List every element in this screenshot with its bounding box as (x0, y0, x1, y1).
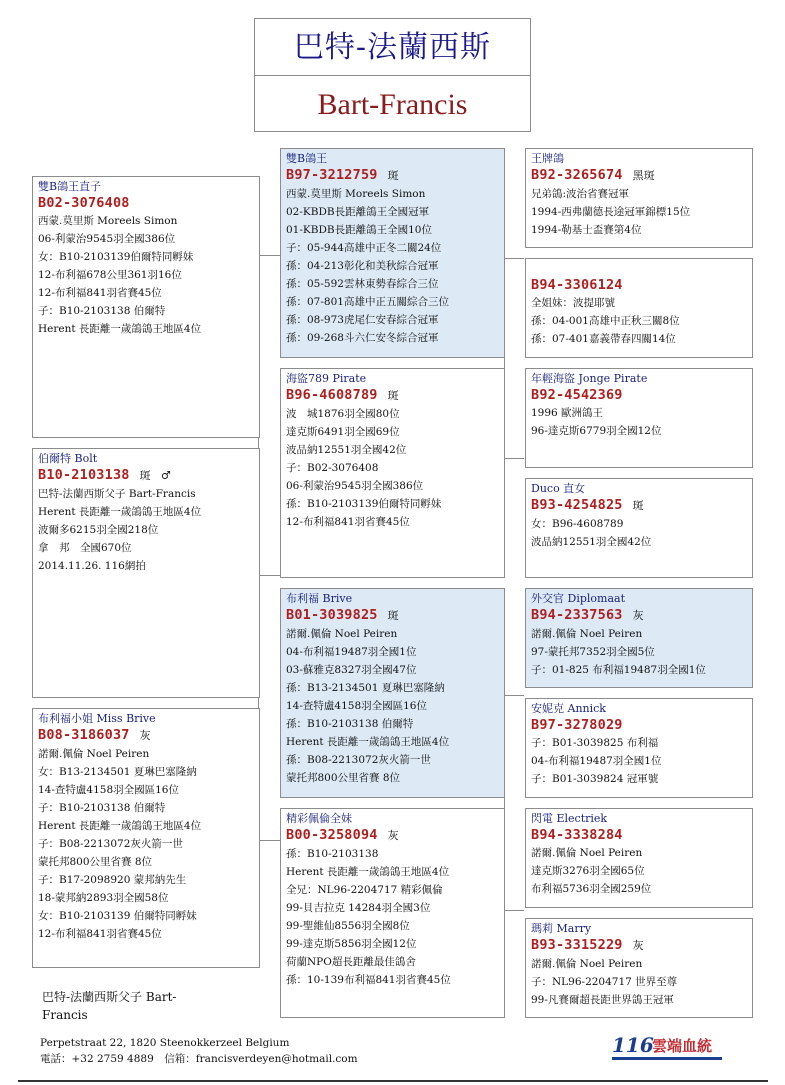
pigeon-color: 斑 (632, 499, 644, 512)
logo-number: 116 (612, 1033, 654, 1057)
pigeon-name: 布利福小姐 Miss Brive (38, 712, 156, 725)
title-chinese: 巴特-法蘭西斯 (255, 19, 530, 76)
detail-line: 2014.11.26. 116網拍 (38, 560, 146, 572)
pigeon-color: 斑 (387, 169, 399, 182)
detail-line: Herent 長距離一歲鴿鴿王地區4位 (38, 323, 202, 335)
detail-line: 子：B08-2213072灰火箭一世 (38, 838, 183, 850)
detail-line: 02-KBDB長距離鴿王全國冠軍 (286, 206, 430, 218)
detail-line: 荷蘭NPO超長距離最佳鴿舍 (286, 956, 416, 968)
detail-line: 波品納12551羽全國42位 (531, 536, 652, 548)
detail-line: 子：01-825 布利福19487羽全國1位 (531, 664, 706, 676)
detail-line: 12-布利福841羽省賽45位 (38, 287, 162, 299)
pedigree-box-sire-dam[interactable] (280, 368, 505, 578)
ring-number: B94-3306124 (531, 277, 623, 293)
address: Perpetstraat 22, 1820 Steenokkerzeel Belgium (40, 1037, 290, 1049)
pigeon-name: 海盜789 Pirate (286, 372, 367, 385)
detail-line: 諾爾.佩倫 Noel Peiren (531, 847, 643, 859)
detail-line: 96-達克斯6779羽全國12位 (531, 425, 662, 437)
ring-number: B96-4608789 斑 (286, 387, 399, 403)
detail-line: 達克斯6491羽全國69位 (286, 426, 400, 438)
detail-line: 諾爾.佩倫 Noel Peiren (531, 628, 643, 640)
detail-line: 04-布利福19487羽全國1位 (286, 646, 417, 658)
owner-name (42, 988, 242, 1024)
detail-line: 04-布利福19487羽全國1位 (531, 755, 662, 767)
pigeon-color: 灰 (632, 939, 644, 952)
ring-number: B93-4254825 斑 (531, 497, 644, 513)
detail-line: 拿 邦 全國670位 (38, 542, 132, 554)
male-icon: ♂ (160, 469, 171, 482)
pigeon-name: 年輕海盜 Jonge Pirate (531, 372, 648, 385)
detail-line: 諾爾.佩倫 Noel Peiren (38, 748, 150, 760)
detail-line: 99-凡賽爾超長距世界鴿王冠軍 (531, 994, 674, 1006)
pigeon-name: 伯爾特 Bolt (38, 452, 98, 465)
detail-line: 蒙托邦800公里省賽 8位 (286, 772, 401, 784)
detail-line: 1994-西弗蘭德長途冠軍錦標15位 (531, 206, 691, 218)
pedigree-box-ss-dam[interactable] (525, 258, 753, 358)
detail-line: 子：B02-3076408 (286, 462, 379, 474)
pigeon-color: 斑 (387, 609, 399, 622)
detail-line: 女：B10-2103139伯爾特同孵妹 (38, 251, 194, 263)
detail-line: Herent 長距離一歲鴿鴿王地區4位 (286, 866, 450, 878)
detail-line: 14-查特盧4158羽全國區16位 (38, 784, 179, 796)
detail-line: 諾爾.佩倫 Noel Peiren (286, 628, 398, 640)
ring-number: B92-4542369 (531, 387, 623, 403)
detail-line: 99-達克斯5856羽全國12位 (286, 938, 417, 950)
ring-number: B92-3265674 黑斑 (531, 167, 656, 183)
ring-number: B10-2103138 斑 ♂ (38, 467, 171, 483)
detail-line: 01-KBDB長距離鴿王全國10位 (286, 224, 432, 236)
detail-line: 18-蒙邦納2893羽全國58位 (38, 892, 169, 904)
ring-number: B94-2337563 灰 (531, 607, 644, 623)
detail-line: 14-查特盧4158羽全國區16位 (286, 700, 427, 712)
bottom-divider (18, 1080, 768, 1082)
detail-line: 97-蒙托邦7352羽全國5位 (531, 646, 655, 658)
brand-logo (612, 1033, 722, 1057)
detail-line: 達克斯3276羽全國65位 (531, 865, 645, 877)
ring-number: B00-3258094 灰 (286, 827, 399, 843)
pedigree-box-dd-sire[interactable] (525, 808, 753, 908)
pedigree-box-dd-dam[interactable] (525, 918, 753, 1018)
detail-line: 子：NL96-2204717 世界至尊 (531, 976, 678, 988)
detail-line: 1994-勒基士盃賽第4位 (531, 224, 642, 236)
detail-line: 孫：04-213彰化和美秋綜合冠軍 (286, 260, 439, 272)
phone-email: 電話：+32 2759 4889 信箱：francisverdeyen@hotmail.com (40, 1053, 358, 1065)
detail-line: 1996 歐洲鴿王 (531, 407, 604, 419)
detail-line: Herent 長距離一歲鴿鴿王地區4位 (286, 736, 450, 748)
detail-line: 西蒙.莫里斯 Moreels Simon (286, 188, 426, 200)
owner-line: Francis (42, 1008, 88, 1022)
detail-line: 孫：B10-2103139伯爾特同孵妹 (286, 498, 442, 510)
connector-dam-mid (504, 695, 524, 696)
detail-line: 子：B10-2103138 伯爾特 (38, 305, 166, 317)
pigeon-color: 黑斑 (632, 169, 656, 182)
detail-line: 06-利蒙治9545羽全國386位 (286, 480, 424, 492)
title-box (254, 18, 531, 132)
connector-sire-mid (504, 258, 524, 259)
detail-line: 子：B17-2098920 蒙邦納先生 (38, 874, 187, 886)
detail-line: 女：B13-2134501 夏琳巴塞隆納 (38, 766, 197, 778)
detail-line: 女：B96-4608789 (531, 518, 624, 530)
detail-line: Herent 長距離一歲鴿鴿王地區4位 (38, 820, 202, 832)
pedigree-box-ds-sire[interactable] (525, 588, 753, 688)
detail-line: 孫：08-973虎尾仁安春綜合冠軍 (286, 314, 439, 326)
pigeon-color: 灰 (387, 829, 399, 842)
detail-line: 西蒙.莫里斯 Moreels Simon (38, 215, 178, 227)
ring-number: B08-3186037 灰 (38, 727, 151, 743)
pedigree-box-ds-dam[interactable] (525, 698, 753, 798)
detail-line: 蒙托邦800公里省賽 8位 (38, 856, 153, 868)
detail-line: 12-布利福841羽省賽45位 (286, 516, 410, 528)
detail-line: 兄弟鴿:波治省賽冠軍 (531, 188, 630, 200)
detail-line: 全兄：NL96-2204717 精彩佩倫 (286, 884, 443, 896)
pigeon-name: Duco 直女 (531, 482, 586, 495)
logo-underline (612, 1057, 722, 1060)
detail-line: 孫：04-001高雄中正秋三關8位 (531, 315, 680, 327)
detail-line: 孫：B10-2103138 伯爾特 (286, 718, 414, 730)
pigeon-name: 雙B鴿王直子 (38, 180, 102, 193)
title-english: Bart-Francis (317, 88, 468, 121)
pedigree-box-sire-sire[interactable] (280, 148, 505, 358)
pedigree-box-dam[interactable] (32, 708, 260, 968)
pedigree-box-sd-dam[interactable] (525, 478, 753, 578)
pigeon-color: 灰 (632, 609, 644, 622)
detail-line: 孫：07-401嘉義帶春四關14位 (531, 333, 676, 345)
pigeon-name: 精彩佩倫全妹 (286, 812, 352, 825)
connector-subject-dam (258, 840, 280, 841)
detail-line: 孫：05-592雲林東勢春綜合三位 (286, 278, 439, 290)
detail-line: 孫：B10-2103138 (286, 848, 379, 860)
detail-line: 女：B10-2103139 伯爾特同孵妹 (38, 910, 197, 922)
pedigree-box-dam-sire[interactable] (280, 588, 505, 798)
detail-line: 諾爾.佩倫 Noel Peiren (531, 958, 643, 970)
contact-info (40, 1035, 358, 1067)
detail-line: 孫：B08-2213072灰火箭一世 (286, 754, 431, 766)
pedigree-box-sd-sire[interactable] (525, 368, 753, 468)
detail-line: 全姐妹：波提耶號 (531, 297, 615, 309)
owner-line: 巴特-法蘭西斯父子 Bart- (42, 990, 177, 1004)
connector-dam-low (504, 910, 524, 911)
connector-sd-mid (504, 458, 524, 459)
ring-number: B01-3039825 斑 (286, 607, 399, 623)
detail-line: 06-利蒙治9545羽全國386位 (38, 233, 176, 245)
detail-line: 12-布利福841羽省賽45位 (38, 928, 162, 940)
ring-number: B02-3076408 (38, 195, 130, 211)
pigeon-color: 斑 (139, 469, 151, 482)
pedigree-box-subject[interactable] (32, 448, 260, 698)
ring-number: B97-3212759 斑 (286, 167, 399, 183)
ring-number: B97-3278029 (531, 717, 623, 733)
detail-line: 孫：10-139布利福841羽省賽45位 (286, 974, 451, 986)
pedigree-box-ss-sire[interactable] (525, 148, 753, 248)
pigeon-name (531, 261, 747, 276)
detail-line: 波品納12551羽全國42位 (286, 444, 407, 456)
pigeon-color: 斑 (387, 389, 399, 402)
detail-line: 孫：09-268斗六仁安冬綜合冠軍 (286, 332, 439, 344)
detail-line: 布利福5736羽全國259位 (531, 883, 652, 895)
pigeon-name: 瑪莉 Marry (531, 922, 592, 935)
detail-line: 99-聖維仙8556羽全國8位 (286, 920, 410, 932)
ring-number: B93-3315229 灰 (531, 937, 644, 953)
detail-line: 子：B01-3039825 布利福 (531, 737, 659, 749)
detail-line: 12-布利福678公里361羽16位 (38, 269, 182, 281)
pigeon-name: 布利福 Brive (286, 592, 353, 605)
pigeon-color: 灰 (139, 729, 151, 742)
ring-number: B94-3338284 (531, 827, 623, 843)
detail-line: 子：05-944高雄中正冬二關24位 (286, 242, 442, 254)
logo-text: 雲端血統 (652, 1037, 713, 1055)
connector-subject-sire (258, 255, 280, 256)
pigeon-name: 安妮克 Annick (531, 702, 606, 715)
detail-line: 子：B01-3039824 冠軍號 (531, 773, 659, 785)
pedigree-box-sire[interactable] (32, 176, 260, 438)
pedigree-box-dam-dam[interactable] (280, 808, 505, 1018)
connector-subject-mid (258, 575, 280, 576)
pigeon-name: 外交官 Diplomaat (531, 592, 625, 605)
detail-line: 子：B10-2103138 伯爾特 (38, 802, 166, 814)
detail-line: 巴特-法蘭西斯父子 Bart-Francis (38, 488, 196, 500)
pigeon-name: 王牌鴿 (531, 152, 564, 165)
detail-line: Herent 長距離一歲鴿鴿王地區4位 (38, 506, 202, 518)
detail-line: 孫：07-801高雄中正五關綜合三位 (286, 296, 449, 308)
detail-line: 波 城1876羽全國80位 (286, 408, 400, 420)
detail-line: 孫：B13-2134501 夏琳巴塞隆納 (286, 682, 445, 694)
detail-line: 波爾多6215羽全國218位 (38, 524, 159, 536)
detail-line: 99-貝吉拉克 14284羽全國3位 (286, 902, 431, 914)
pigeon-name: 閃電 Electriek (531, 812, 608, 825)
pigeon-name: 雙B鴿王 (286, 152, 328, 165)
detail-line: 03-蘇雅克8327羽全國47位 (286, 664, 417, 676)
